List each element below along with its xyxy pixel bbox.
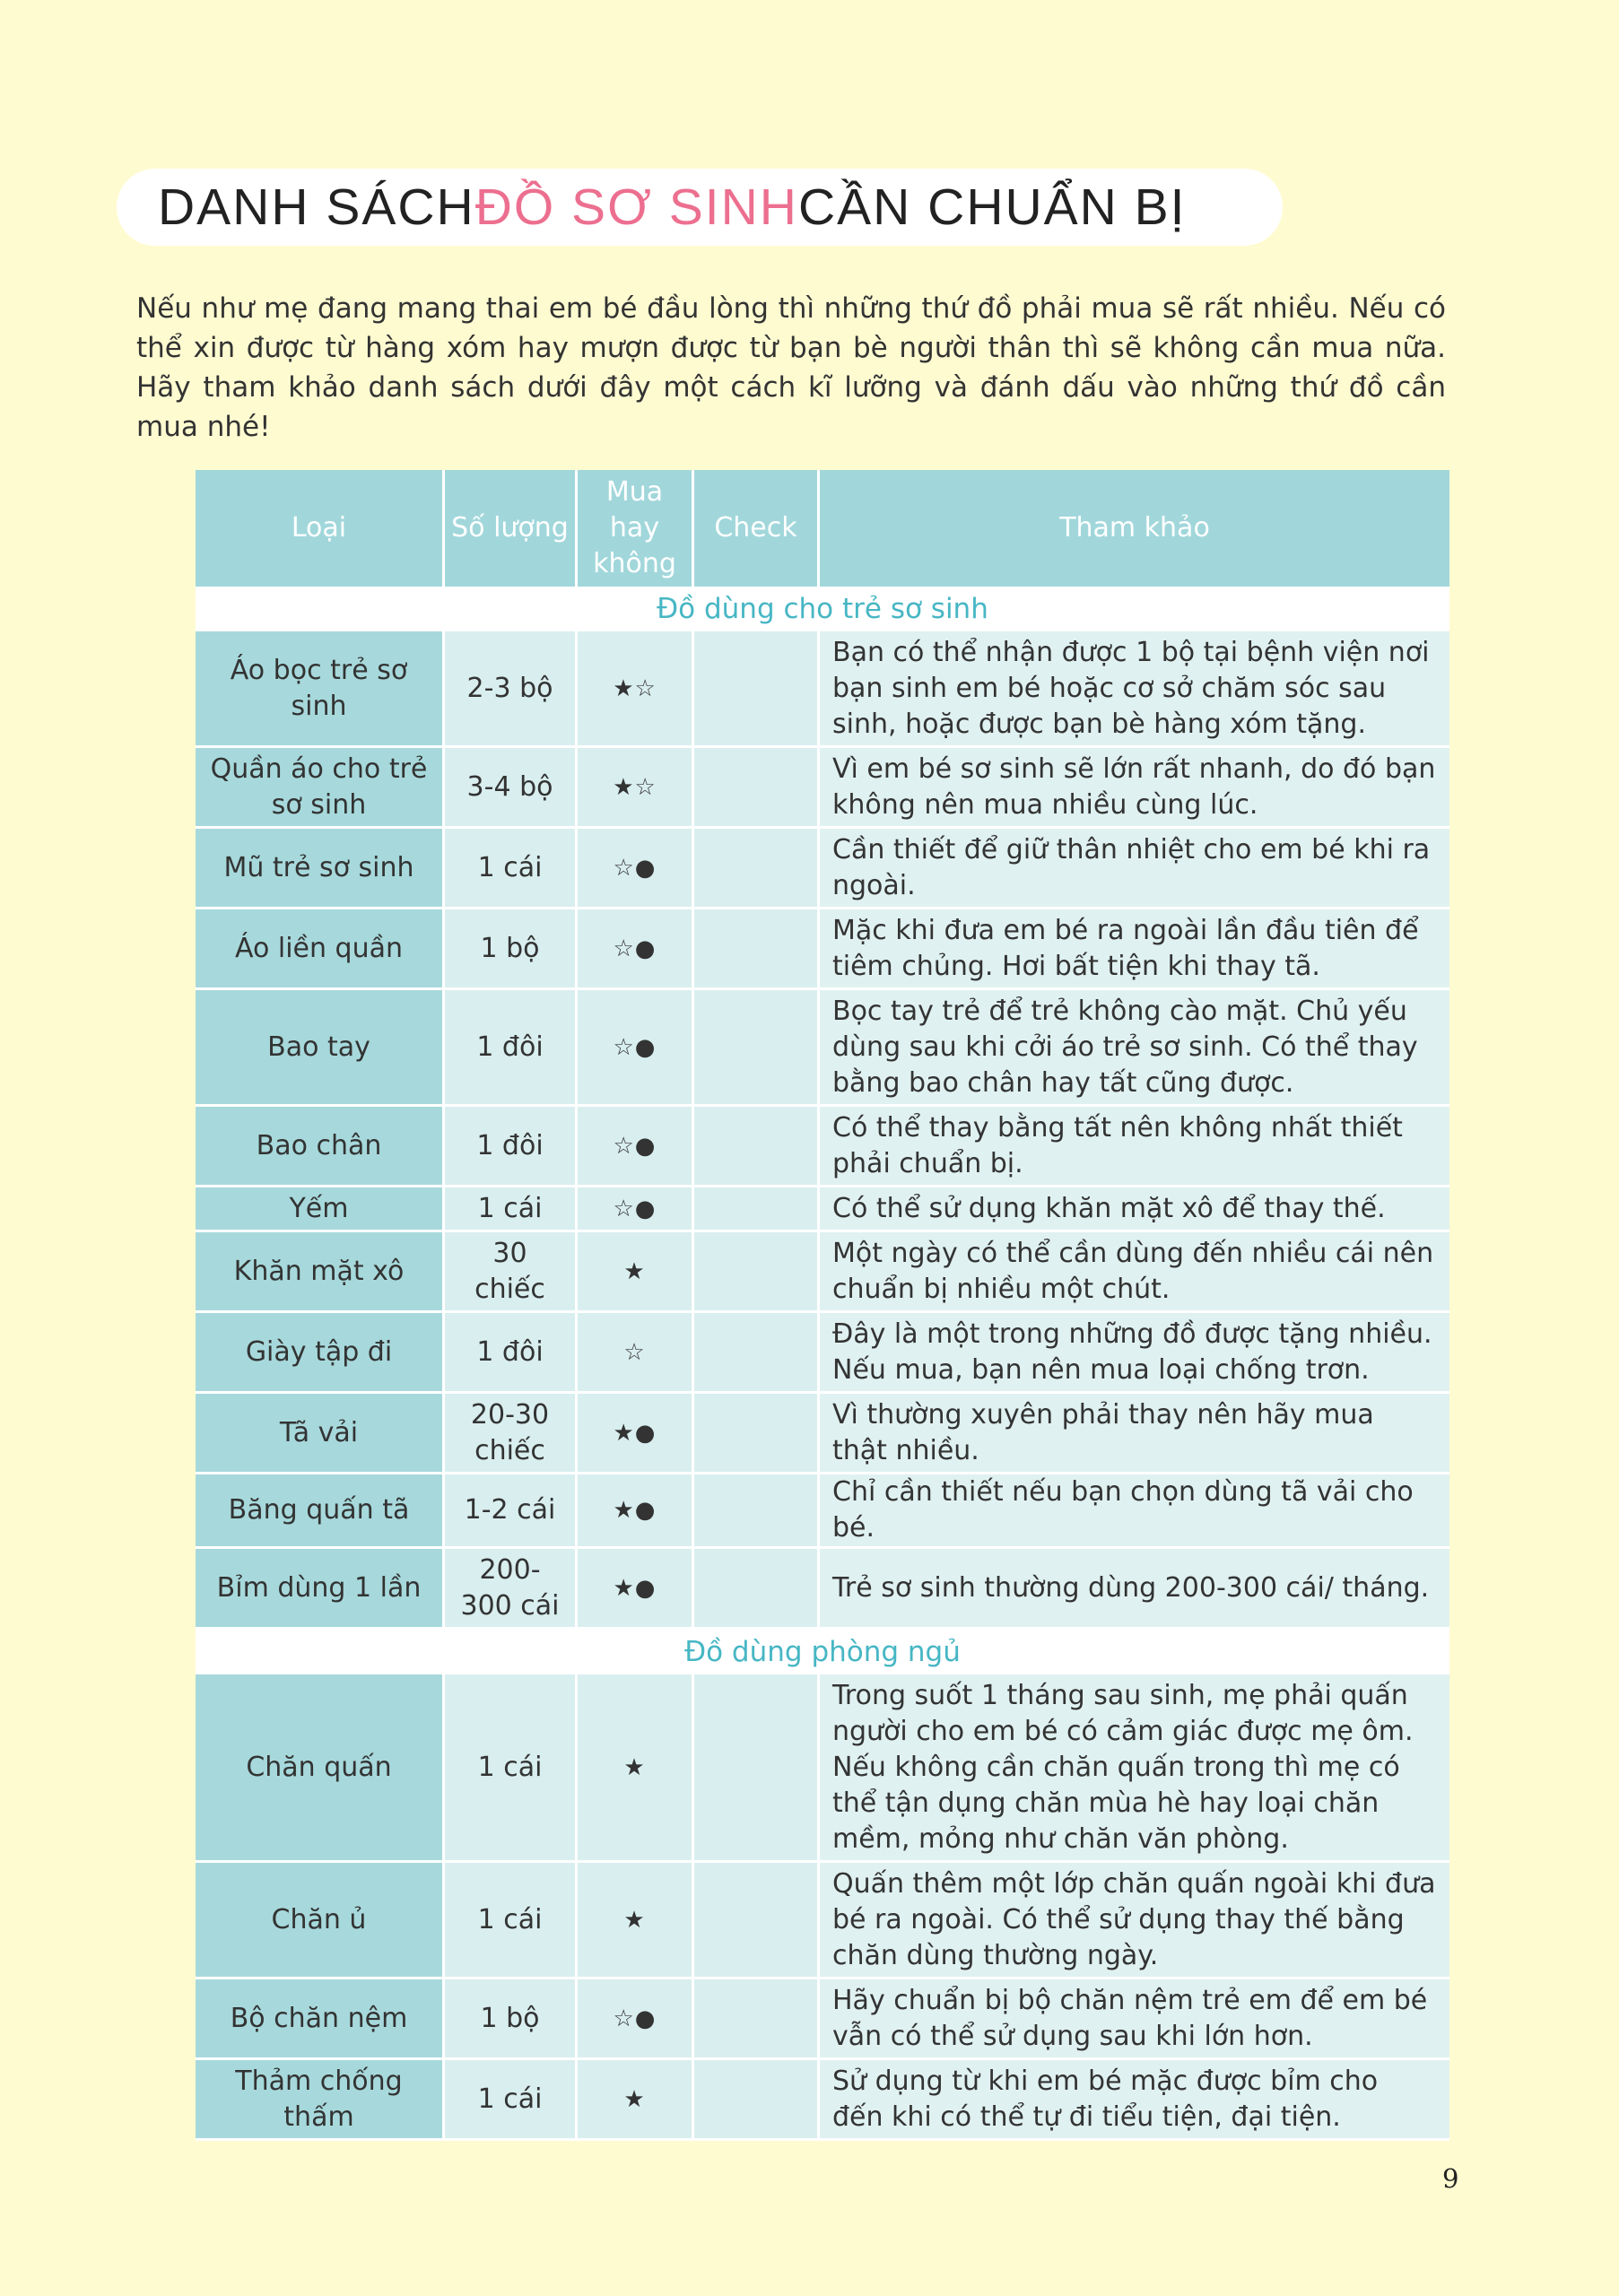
item-quantity: 1 cái: [445, 2060, 578, 2141]
item-buy-rating: ☆●: [578, 990, 694, 1107]
item-quantity: 1 bộ: [445, 1979, 578, 2060]
item-name: Áo bọc trẻ sơ sinh: [196, 631, 445, 748]
item-check-box[interactable]: [694, 1394, 820, 1474]
intro-paragraph: Nếu như mẹ đang mang thai em bé đầu lòng thì những thứ đồ phải mua sẽ rất nhiều. Nếu có thể xin được từ hàng xóm hay mượn được từ bạn bè người thân thì sẽ không cần mua nữa. Hãy tham khảo danh sách dưới đây một cách kĩ lưỡng và đánh dấu vào những thứ đồ cần mua nhé!: [136, 292, 1446, 443]
item-name: Bộ chăn nệm: [196, 1979, 445, 2060]
item-reference: Mặc khi đưa em bé ra ngoài lần đầu tiên để tiêm chủng. Hơi bất tiện khi thay tã.: [820, 909, 1449, 990]
item-reference: Hãy chuẩn bị bộ chăn nệm trẻ em để em bé vẫn có thể sử dụng sau khi lớn hơn.: [820, 1979, 1449, 2060]
item-quantity: 2-3 bộ: [445, 631, 578, 748]
title-part-1: DANH SÁCH: [158, 178, 475, 236]
table-row: [196, 1313, 1449, 1394]
item-check-box[interactable]: [694, 1549, 820, 1630]
item-buy-rating: ★: [578, 2060, 694, 2141]
item-quantity: 30 chiếc: [445, 1232, 578, 1313]
item-buy-rating: ★☆: [578, 631, 694, 748]
item-name: Tã vải: [196, 1394, 445, 1474]
item-name: Bao tay: [196, 990, 445, 1107]
item-name: Giày tập đi: [196, 1313, 445, 1394]
table-row: [196, 1232, 1449, 1313]
header-check: Check: [694, 470, 820, 587]
item-check-box[interactable]: [694, 1674, 820, 1863]
item-buy-rating: ★: [578, 1232, 694, 1313]
item-check-box[interactable]: [694, 1313, 820, 1394]
section-title: Đồ dùng cho trẻ sơ sinh: [196, 587, 1449, 631]
table-row: [196, 1107, 1449, 1187]
item-name: Thảm chống thấm: [196, 2060, 445, 2141]
header-quantity: Số lượng: [445, 470, 578, 587]
item-name: Áo liền quần: [196, 909, 445, 990]
item-quantity: 1-2 cái: [445, 1474, 578, 1549]
item-name: Quần áo cho trẻ sơ sinh: [196, 748, 445, 829]
item-buy-rating: ☆●: [578, 909, 694, 990]
item-reference: Quấn thêm một lớp chăn quấn ngoài khi đưa bé ra ngoài. Có thể sử dụng thay thế bằng chăn dùng thường ngày.: [820, 1863, 1449, 1979]
item-reference: Đây là một trong những đồ được tặng nhiều. Nếu mua, bạn nên mua loại chống trơn.: [820, 1313, 1449, 1394]
item-name: Băng quấn tã: [196, 1474, 445, 1549]
item-quantity: 1 đôi: [445, 990, 578, 1107]
item-quantity: 20-30 chiếc: [445, 1394, 578, 1474]
item-reference: Vì thường xuyên phải thay nên hãy mua thật nhiều.: [820, 1394, 1449, 1474]
item-check-box[interactable]: [694, 1863, 820, 1979]
section-row: [196, 1630, 1449, 1674]
item-reference: Có thể thay bằng tất nên không nhất thiết phải chuẩn bị.: [820, 1107, 1449, 1187]
item-reference: Bạn có thể nhận được 1 bộ tại bệnh viện nơi bạn sinh em bé hoặc cơ sở chăm sóc sau sinh, hoặc được bạn bè hàng xóm tặng.: [820, 631, 1449, 748]
item-quantity: 200-300 cái: [445, 1549, 578, 1630]
item-quantity: 1 đôi: [445, 1107, 578, 1187]
item-check-box[interactable]: [694, 1187, 820, 1232]
item-name: Yếm: [196, 1187, 445, 1232]
item-check-box[interactable]: [694, 1979, 820, 2060]
item-reference: Cần thiết để giữ thân nhiệt cho em bé khi ra ngoài.: [820, 829, 1449, 909]
item-buy-rating: ★●: [578, 1474, 694, 1549]
item-buy-rating: ★●: [578, 1549, 694, 1630]
item-reference: Có thể sử dụng khăn mặt xô để thay thế.: [820, 1187, 1449, 1232]
item-check-box[interactable]: [694, 1474, 820, 1549]
table-row: [196, 2060, 1449, 2141]
item-quantity: 1 đôi: [445, 1313, 578, 1394]
item-name: Bao chân: [196, 1107, 445, 1187]
item-buy-rating: ★: [578, 1863, 694, 1979]
item-name: Bỉm dùng 1 lần: [196, 1549, 445, 1630]
item-reference: Một ngày có thể cần dùng đến nhiều cái nên chuẩn bị nhiều một chút.: [820, 1232, 1449, 1313]
table-row: [196, 990, 1449, 1107]
item-quantity: 1 bộ: [445, 909, 578, 990]
item-buy-rating: ★: [578, 1674, 694, 1863]
item-buy-rating: ★☆: [578, 748, 694, 829]
title-part-2: CẦN CHUẨN BỊ: [797, 178, 1187, 236]
header-reference: Tham khảo: [820, 470, 1449, 587]
section-title: Đồ dùng phòng ngủ: [196, 1630, 1449, 1674]
header-type: Loại: [196, 470, 445, 587]
table-row: [196, 1863, 1449, 1979]
table-row: [196, 748, 1449, 829]
item-reference: Sử dụng từ khi em bé mặc được bỉm cho đến khi có thể tự đi tiểu tiện, đại tiện.: [820, 2060, 1449, 2141]
table-row: [196, 1474, 1449, 1549]
table-header-row: [196, 470, 1449, 587]
item-check-box[interactable]: [694, 1107, 820, 1187]
item-buy-rating: ★●: [578, 1394, 694, 1474]
item-reference: Trẻ sơ sinh thường dùng 200-300 cái/ tháng.: [820, 1549, 1449, 1630]
item-buy-rating: ☆●: [578, 1979, 694, 2060]
table-row: [196, 1979, 1449, 2060]
item-quantity: 1 cái: [445, 1863, 578, 1979]
table-row: [196, 631, 1449, 748]
page-number: 9: [1442, 2163, 1459, 2194]
header-buy: Mua hay không: [578, 470, 694, 587]
item-name: Mũ trẻ sơ sinh: [196, 829, 445, 909]
item-buy-rating: ☆●: [578, 829, 694, 909]
item-name: Chăn quấn: [196, 1674, 445, 1863]
item-check-box[interactable]: [694, 631, 820, 748]
section-row: [196, 587, 1449, 631]
title-highlight: ĐỒ SƠ SINH: [474, 178, 798, 236]
item-check-box[interactable]: [694, 909, 820, 990]
item-reference: Trong suốt 1 tháng sau sinh, mẹ phải quấn người cho em bé có cảm giác được mẹ ôm. Nếu không cần chăn quấn trong thì mẹ có thể tận dụng chăn mùa hè hay loại chăn mềm, mỏng như chăn văn phòng.: [820, 1674, 1449, 1863]
table-row: [196, 1674, 1449, 1863]
item-reference: Chỉ cần thiết nếu bạn chọn dùng tã vải cho bé.: [820, 1474, 1449, 1549]
table-row: [196, 909, 1449, 990]
item-quantity: 3-4 bộ: [445, 748, 578, 829]
item-buy-rating: ☆●: [578, 1107, 694, 1187]
item-quantity: 1 cái: [445, 1187, 578, 1232]
item-name: Khăn mặt xô: [196, 1232, 445, 1313]
table-row: [196, 829, 1449, 909]
item-buy-rating: ☆: [578, 1313, 694, 1394]
item-reference: Bọc tay trẻ để trẻ không cào mặt. Chủ yếu dùng sau khi cởi áo trẻ sơ sinh. Có thể thay bằng bao chân hay tất cũng được.: [820, 990, 1449, 1107]
item-quantity: 1 cái: [445, 1674, 578, 1863]
checklist-table: [196, 470, 1449, 2141]
item-name: Chăn ủ: [196, 1863, 445, 1979]
page-title: [117, 169, 1283, 246]
item-check-box[interactable]: [694, 2060, 820, 2141]
table-body: [196, 587, 1449, 2141]
table-row: [196, 1394, 1449, 1474]
item-check-box[interactable]: [694, 829, 820, 909]
item-check-box[interactable]: [694, 990, 820, 1107]
table-row: [196, 1549, 1449, 1630]
item-quantity: 1 cái: [445, 829, 578, 909]
item-buy-rating: ☆●: [578, 1187, 694, 1232]
table-row: [196, 1187, 1449, 1232]
item-reference: Vì em bé sơ sinh sẽ lớn rất nhanh, do đó bạn không nên mua nhiều cùng lúc.: [820, 748, 1449, 829]
item-check-box[interactable]: [694, 748, 820, 829]
item-check-box[interactable]: [694, 1232, 820, 1313]
